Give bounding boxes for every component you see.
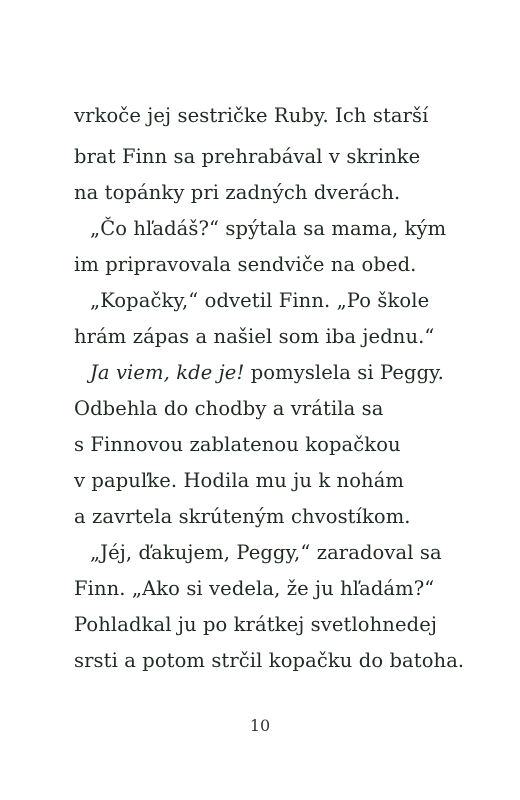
text-line-10: s Finnovou zablatenou kopačkou [74, 433, 401, 456]
text-line-3: na topánky pri zadných dverách. [74, 181, 401, 204]
text-line-6: „Kopačky,“ odvetil Finn. „Po škole [90, 289, 430, 312]
text-line-9: Odbehla do chodby a vrátila sa [74, 397, 384, 420]
text-line-2: brat Finn sa prehrabával v skrinke [74, 145, 421, 168]
text-line-4: „Čo hľadáš?“ spýtala sa mama, kým [90, 217, 447, 240]
text-line-5: im pripravovala sendviče na obed. [74, 253, 417, 276]
text-line-16: srsti a potom strčil kopačku do batoha. [74, 649, 465, 672]
text-line-11: v papuľke. Hodila mu ju k nohám [74, 469, 405, 492]
text-line-7: hrám zápas a našiel som iba jednu.“ [74, 325, 435, 348]
text-line-14: Finn. „Ako si vedela, že ju hľadám?“ [74, 577, 435, 600]
thought-rest: pomyslela si Peggy. [244, 361, 444, 384]
text-line-12: a zavrtela skrúteným chvostíkom. [74, 505, 411, 528]
text-line-8 [90, 361, 444, 385]
text-line-1: vrkoče jej sestričke Ruby. Ich starší [74, 104, 429, 127]
text-line-13: „Jéj, ďakujem, Peggy,“ zaradoval sa [90, 541, 442, 564]
page-number: 10 [249, 716, 271, 735]
text-line-15: Pohladkal ju po krátkej svetlohnedej [74, 613, 437, 636]
thought-italic: Ja viem, kde je! [90, 361, 245, 384]
